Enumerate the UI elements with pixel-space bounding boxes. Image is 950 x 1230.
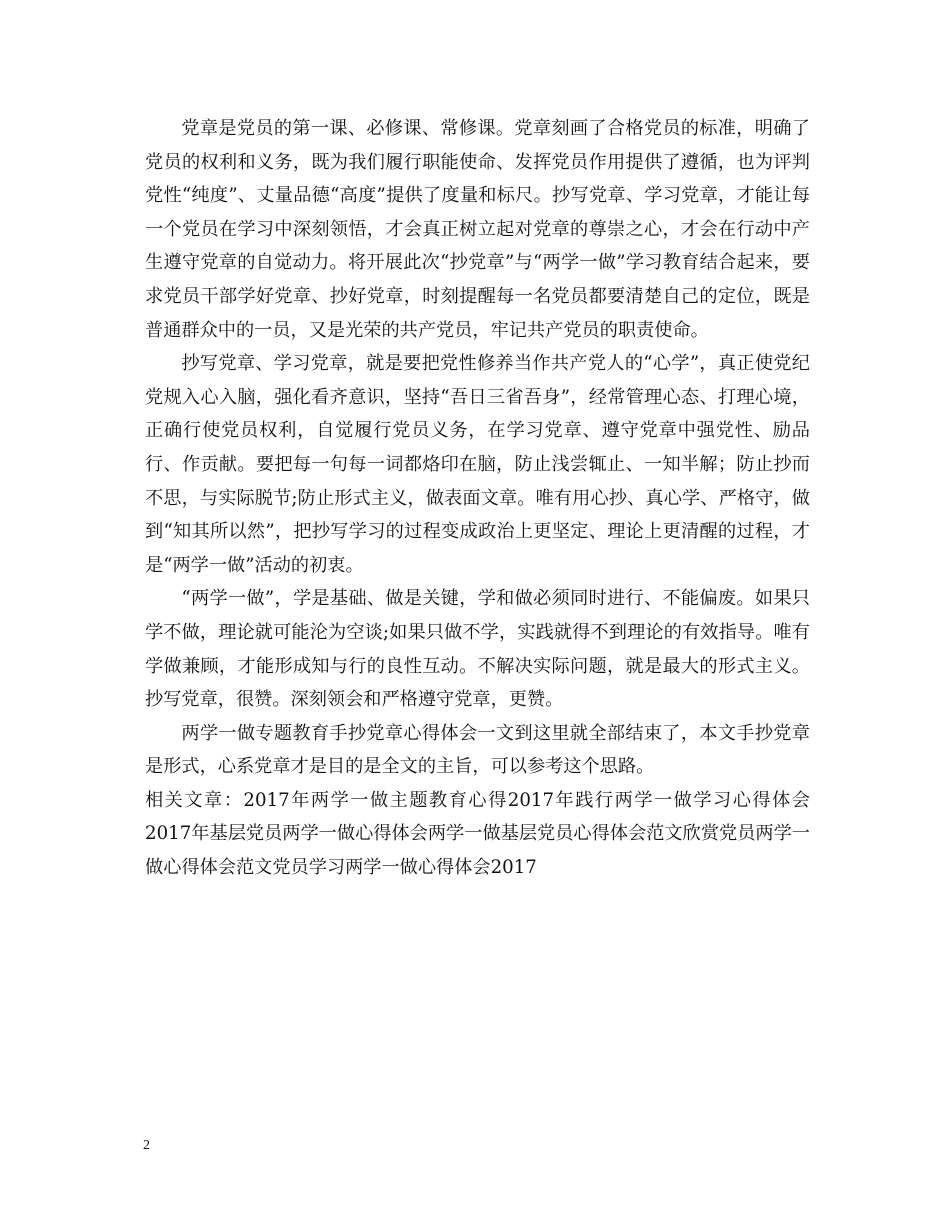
paragraph-4: 两学一做专题教育手抄党章心得体会一文到这里就全部结束了，本文手抄党章是形式，心系党章才是目的是全文的主旨，可以参考这个思路。 (145, 722, 810, 778)
paragraph-3: “两学一做”，学是基础、做是关键，学和做必须同时进行、不能偏废。如果只学不做，理论就可能沦为空谈;如果只做不学，实践就得不到理论的有效指导。唯有学做兼顾，才能形成知与行的良性互动。不解决实际问题，就是最大的形式主义。抄写党章，很赞。深刻领会和严格遵守党章，更赞。 (145, 588, 810, 711)
paragraph-2: 抄写党章、学习党章，就是要把党性修养当作共产党人的“心学”，真正使党纪党规入心入脑，强化看齐意识，坚持“吾日三省吾身”，经常管理心态、打理心境，正确行使党员权利，自觉履行党员义务，在学习党章、遵守党章中强党性、励品行、作贡献。要把每一句每一词都烙印在脑，防止浅尝辄止、一知半解；防止抄而不思，与实际脱节;防止形式主义，做表面文章。唯有用心抄、真心学、严格守，做到“知其所以然”，把抄写学习的过程变成政治上更坚定、理论上更清醒的过程，才是“两学一做”活动的初衷。 (145, 353, 810, 576)
related-articles: 相关文章：2017年两学一做主题教育心得2017年践行两学一做学习心得体会2017年基层党员两学一做心得体会两学一做基层党员心得体会范文欣赏党员两学一做心得体会范文党员学习两学一做心得体会2017 (145, 789, 810, 879)
body-text (145, 112, 810, 885)
page-number: 2 (143, 1138, 150, 1153)
paragraph-1: 党章是党员的第一课、必修课、常修课。党章刻画了合格党员的标准，明确了党员的权利和义务，既为我们履行职能使命、发挥党员作用提供了遵循，也为评判党性“纯度”、丈量品德“高度”提供了度量和标尺。抄写党章、学习党章，才能让每一个党员在学习中深刻领悟，才会真正树立起对党章的尊崇之心，才会在行动中产生遵守党章的自觉动力。将开展此次“抄党章”与“两学一做”学习教育结合起来，要求党员干部学好党章、抄好党章，时刻提醒每一名党员都要清楚自己的定位，既是普通群众中的一员，又是光荣的共产党员，牢记共产党员的职责使命。 (145, 118, 810, 341)
